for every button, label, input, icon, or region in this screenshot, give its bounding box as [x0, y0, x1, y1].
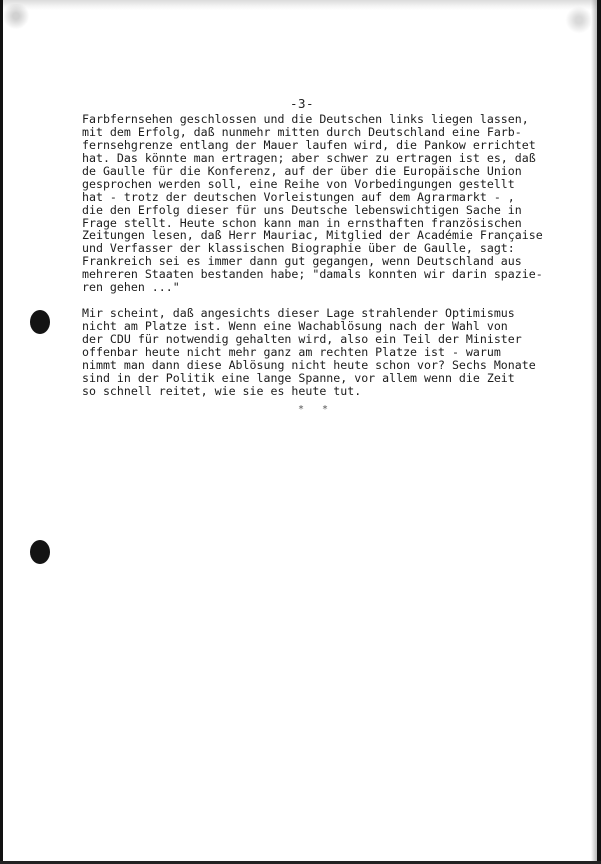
text-line: offenbar heute nicht mehr ganz am rechten Platze ist - warum — [82, 344, 501, 359]
text-line: so schnell reitet, wie sie es heute tut. — [82, 383, 362, 398]
punch-hole — [30, 310, 50, 334]
paragraph-1 — [82, 113, 572, 294]
text-line: nimmt man dann diese Ablösung nicht heute schon vor? Sechs Monate — [82, 357, 536, 372]
text-line: de Gaulle für die Konferenz, auf der über die Europäische Union — [82, 163, 522, 178]
scan-edge-right — [597, 0, 601, 864]
text-line: fernsehgrenze entlang der Mauer laufen wird, die Pankow errichtet — [82, 137, 536, 152]
text-line: mehreren Staaten bestanden habe; "damals konnten wir darin spazie- — [82, 267, 543, 282]
punch-hole — [30, 540, 50, 564]
scan-speckle — [561, 4, 591, 44]
text-line: Frankreich sei es immer dann gut gegangen, wenn Deutschland aus — [82, 254, 522, 269]
scan-edge-left — [0, 0, 3, 864]
text-line: Farbfernsehen geschlossen und die Deutschen links liegen lassen, — [82, 112, 529, 126]
text-line: Mir scheint, daß angesichts dieser Lage strahlender Optimismus — [82, 306, 515, 321]
page-number: -3- — [290, 96, 315, 111]
scan-edge-top — [0, 0, 601, 10]
text-line: ren gehen ..." — [82, 280, 180, 295]
text-line: sind in der Politik eine lange Spanne, vor allem wenn die Zeit — [82, 370, 515, 385]
text-line: mit dem Erfolg, daß nunmehr mitten durch Deutschland eine Farb- — [82, 124, 522, 139]
text-line: der CDU für notwendig gehalten wird, also ein Teil der Minister — [82, 332, 522, 346]
text-line: und Verfasser der klassischen Biographie über de Gaulle, sagt: — [82, 241, 515, 256]
paragraph-2 — [82, 307, 572, 398]
text-line: hat. Das könnte man ertragen; aber schwer zu ertragen ist es, daß — [82, 150, 536, 165]
text-line: die den Erfolg dieser für uns Deutsche lebenswichtigen Sache in — [82, 202, 522, 217]
end-mark: * * — [298, 404, 335, 415]
text-line: Frage stellt. Heute schon kann man in ernsthaften französischen — [82, 215, 522, 230]
text-line: Zeitungen lesen, daß Herr Mauriac, Mitglied der Académie Française — [82, 228, 543, 243]
text-line: nicht am Platze ist. Wenn eine Wachablösung nach der Wahl von — [82, 319, 508, 334]
text-line: hat - trotz der deutschen Vorleistungen auf dem Agrarmarkt - , — [82, 189, 515, 204]
text-line: gesprochen werden soll, eine Reihe von Vorbedingungen gestellt — [82, 176, 515, 191]
scan-speckle — [4, 4, 44, 34]
body-text — [82, 113, 572, 398]
